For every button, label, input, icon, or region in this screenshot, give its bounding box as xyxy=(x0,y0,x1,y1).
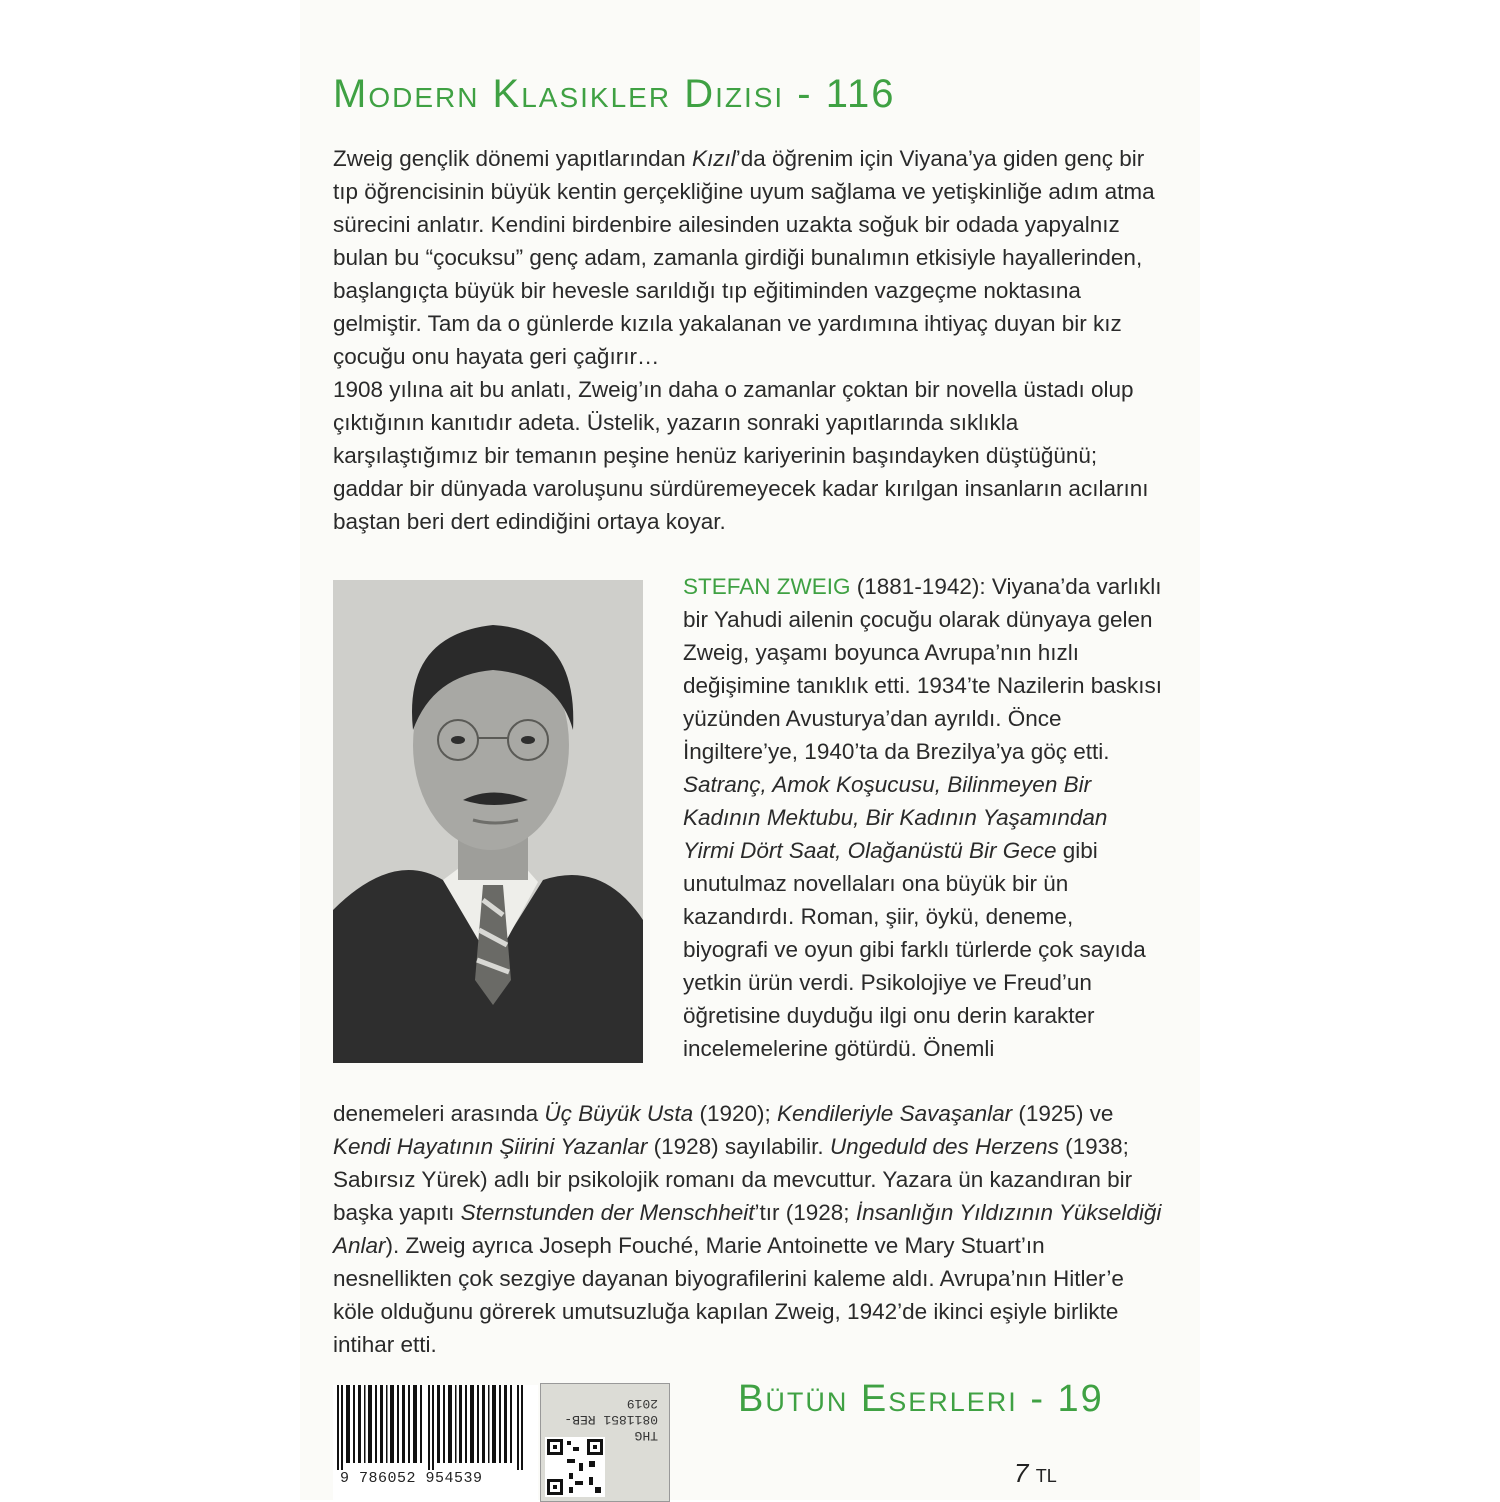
blurb-paragraph-2: 1908 yılına ait bu anlatı, Zweig’ın daha o zamanlar çoktan bir novella üstadı olup çıktığının kanıtıdır adeta. Üstelik, yazarın sonraki yapıtlarında sıklıkla karşılaştığımız bir temanın peşine henüz kariyerinin başındayken düştüğünü; gaddar bir dünyada varoluşunu sürdüremeyecek kadar kırılgan insanların acılarını baştan beri dert edindiğini ortaya koyar. xyxy=(333,377,1149,534)
works-italic: Satranç, Amok Koşucusu, Bilinmeyen Bir Kadının Mektubu, Bir Kadının Yaşamından Yirmi Dört Saat, Olağanüstü Bir Gece xyxy=(683,772,1108,863)
bio-text: ). Zweig ayrıca Joseph Fouché, Marie Antoinette ve Mary Stuart’ın nesnellikten çok sezgiye dayanan biyografilerini kaleme aldı. Avrupa’nın Hitler’e köle olduğunu görerek umutsuzluğa kapılan Zweig, 1942’de ikinci eşiyle birlikte intihar etti. xyxy=(333,1233,1124,1357)
works-italic: Kendileriyle Savaşanlar xyxy=(777,1101,1013,1126)
bio-text: (1925) ve xyxy=(1012,1101,1114,1126)
bio-text: (1920); xyxy=(693,1101,777,1126)
sticker-line: THG xyxy=(634,1428,658,1443)
qr-code-icon xyxy=(545,1437,605,1497)
sticker-line: 2019 xyxy=(626,1396,658,1411)
sticker-text xyxy=(548,1395,658,1443)
price xyxy=(1014,1458,1057,1489)
blurb-text: Zweig gençlik dönemi yapıtlarından xyxy=(333,146,692,171)
works-italic: Üç Büyük Usta xyxy=(544,1101,694,1126)
author-name: STEFAN ZWEIG xyxy=(683,574,851,599)
bio-text: ’tır (1928; xyxy=(754,1200,856,1225)
price-value: 7 xyxy=(1014,1458,1029,1488)
book-title-italic: Kızıl xyxy=(691,146,736,171)
author-bio-paragraph xyxy=(683,570,1163,1065)
bio-text: (1928) sayılabilir. xyxy=(647,1134,830,1159)
barcode-bars-icon xyxy=(333,1385,538,1470)
author-bio-paragraph-cont xyxy=(333,1097,1163,1361)
bio-text: (1938; Sabırsız Yürek) adlı bir psikolojik romanı da mevcuttur. Yazara ün kazandıran bir başka yapıtı xyxy=(333,1134,1133,1225)
bio-text: denemeleri arasında xyxy=(333,1101,545,1126)
works-italic: Kendi Hayatının Şiirini Yazanlar xyxy=(333,1134,648,1159)
works-italic: İnsanlığın Yıldızının Yükseldiği Anlar xyxy=(333,1200,1162,1258)
isbn-number: 9 786052 954539 xyxy=(340,1470,483,1487)
author-photo xyxy=(333,580,643,1063)
blurb-text: ’da öğrenim için Viyana’ya giden genç bir tıp öğrencisinin büyük kentin gerçekliğine uyum sağlama ve yetişkinliğe adım atma sürecini anlatır. Kendini birdenbire ailesinden uzakta soğuk bir odada yapyalnız bulan bu “çocuksu” genç adam, zamanla girdiği bunalımın etkisiyle hayallerinden, başlangıçta büyük bir hevesle sarıldığı tıp eğitiminden vazgeçme noktasına gelmiştir. Tam da o günlerde kızıla yakalanan ve yardımına ihtiyaç duyan bir kız çocuğu onu hayata geri çağırır… xyxy=(333,146,1155,369)
bio-text: (1881-1942): Viyana’da varlıklı bir Yahudi ailenin çocuğu olarak dünyaya gelen Zweig, yaşamı boyunca Avrupa’nın hızlı değişimine tanıklık etti. 1934’te Nazilerin baskısı yüzünden Avusturya’dan ayrıldı. Önce İngiltere’ye, 1940’ta da Brezilya’ya göç etti. xyxy=(683,574,1162,764)
price-unit: TL xyxy=(1035,1466,1057,1486)
series-title: Modern Klasikler Dizisi - 116 xyxy=(333,72,896,116)
bio-text: gibi unutulmaz novellaları ona büyük bir ün kazandırdı. Roman, şiir, öykü, deneme, biyografi ve oyun gibi farklı türlerde çok sayıda yetkin ürün verdi. Psikolojiye ve Freud’un öğretisine duyduğu ilgi onu derin karakter incelemelerine götürdü. Önemli xyxy=(683,838,1146,1061)
works-italic: Ungeduld des Herzens xyxy=(829,1134,1059,1159)
author-portrait-image xyxy=(333,580,643,1063)
sticker-line: 0811851 REB- xyxy=(564,1412,658,1427)
blurb xyxy=(333,142,1163,538)
author-bio-bottom xyxy=(333,1097,1163,1361)
collection-title: Bütün Eserleri - 19 xyxy=(738,1378,1104,1420)
works-italic: Sternstunden der Menschheit xyxy=(460,1200,755,1225)
blurb-paragraph-1 xyxy=(333,142,1163,373)
author-bio-top xyxy=(683,570,1163,1065)
